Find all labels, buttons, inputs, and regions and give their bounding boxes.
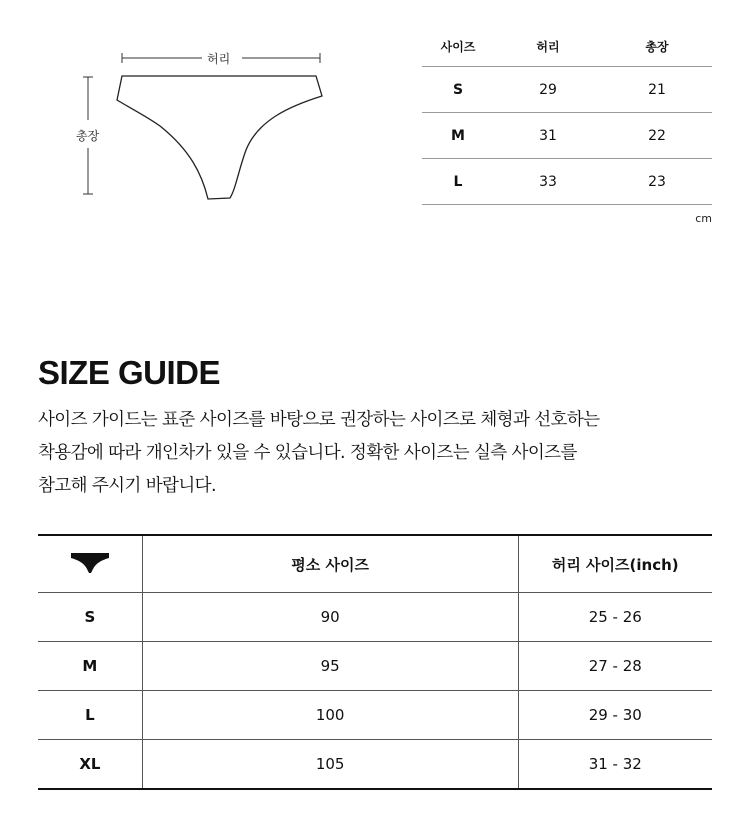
size-table (38, 534, 712, 790)
size-header-waist-inch: 허리 사이즈(inch) (518, 535, 712, 593)
usual-size: 90 (142, 593, 518, 642)
table-row (422, 67, 712, 113)
table-row (38, 740, 712, 790)
measure-waist: 33 (494, 159, 602, 205)
description-line: 사이즈 가이드는 표준 사이즈를 바탕으로 권장하는 사이즈로 체형과 선호하는 (38, 410, 600, 430)
measure-length: 23 (602, 159, 712, 205)
description-line: 착용감에 따라 개인차가 있을 수 있습니다. 정확한 사이즈는 실측 사이즈를 (38, 443, 577, 463)
description-line: 참고해 주시기 바랍니다. (38, 476, 216, 496)
table-row (422, 113, 712, 159)
size-header-row (38, 535, 712, 593)
table-row (38, 691, 712, 740)
measure-header-waist: 허리 (494, 26, 602, 67)
table-row (38, 593, 712, 642)
measure-length: 22 (602, 113, 712, 159)
size-label: L (38, 691, 142, 740)
table-row (422, 159, 712, 205)
panty-outline-icon (60, 40, 360, 220)
measure-header-length: 총장 (602, 26, 712, 67)
usual-size: 100 (142, 691, 518, 740)
garment-shape (117, 76, 322, 199)
garment-diagram (60, 40, 360, 220)
measure-header-row (422, 26, 712, 67)
usual-size: 105 (142, 740, 518, 790)
measure-length: 21 (602, 67, 712, 113)
waist-inch: 31 - 32 (588, 755, 642, 773)
measure-waist: 29 (494, 67, 602, 113)
size-guide-title: SIZE GUIDE (38, 354, 221, 391)
measure-unit: cm (695, 212, 712, 225)
measure-size: L (422, 159, 494, 205)
measure-header-size: 사이즈 (422, 26, 494, 67)
measure-waist: 31 (494, 113, 602, 159)
usual-size: 95 (142, 642, 518, 691)
length-label: 총장 (76, 129, 100, 143)
waist-inch: 25 - 26 (518, 593, 712, 642)
measure-size: M (422, 113, 494, 159)
size-header-icon-cell (38, 535, 142, 593)
size-header-usual: 평소 사이즈 (142, 535, 518, 593)
panty-icon (70, 550, 110, 574)
size-label: XL (38, 740, 142, 790)
waist-inch: 29 - 30 (518, 691, 712, 740)
measure-table (422, 26, 712, 225)
waist-label: 허리 (207, 52, 231, 66)
measure-size: S (422, 67, 494, 113)
table-row (38, 642, 712, 691)
size-label: S (38, 593, 142, 642)
size-label: M (38, 642, 142, 691)
size-guide-description (38, 404, 718, 503)
waist-inch: 27 - 28 (518, 642, 712, 691)
